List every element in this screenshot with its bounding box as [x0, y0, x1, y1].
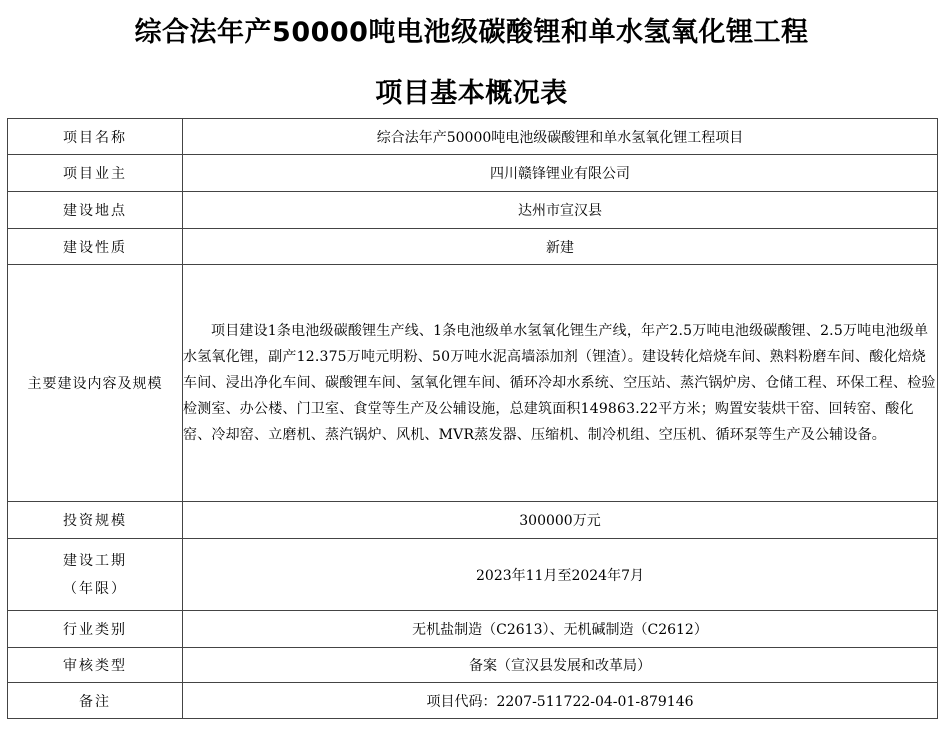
remark-label: 备注 [8, 683, 183, 719]
industry-value: 无机盐制造（C2613）、无机碱制造（C2612） [183, 611, 938, 648]
project-overview-table [7, 118, 938, 719]
row-content [8, 265, 938, 502]
investment-value: 300000万元 [183, 502, 938, 539]
content-label: 主要建设内容及规模 [8, 265, 183, 502]
period-label [8, 539, 183, 611]
row-approval [8, 648, 938, 683]
approval-label: 审核类型 [8, 648, 183, 683]
owner-value: 四川赣锋锂业有限公司 [183, 155, 938, 192]
investment-label: 投资规模 [8, 502, 183, 539]
location-value: 达州市宣汉县 [183, 192, 938, 229]
row-industry [8, 611, 938, 648]
project-name-value: 综合法年产50000吨电池级碳酸锂和单水氢氧化锂工程项目 [183, 119, 938, 155]
remark-value: 项目代码：2207-511722-04-01-879146 [183, 683, 938, 719]
approval-value: 备案（宣汉县发展和改革局） [183, 648, 938, 683]
location-label: 建设地点 [8, 192, 183, 229]
row-investment [8, 502, 938, 539]
industry-label: 行业类别 [8, 611, 183, 648]
row-nature [8, 229, 938, 265]
owner-label: 项目业主 [8, 155, 183, 192]
nature-label: 建设性质 [8, 229, 183, 265]
row-project-name [8, 119, 938, 155]
project-name-label: 项目名称 [8, 119, 183, 155]
period-value: 2023年11月至2024年7月 [183, 539, 938, 611]
content-value: 项目建设1条电池级碳酸锂生产线、1条电池级单水氢氧化锂生产线，年产2.5万吨电池级碳酸锂、2.5万吨电池级单水氢氧化锂，副产12.375万吨元明粉、50万吨水泥高墙添加剂（锂渣）。建设转化焙烧车间、熟料粉磨车间、酸化焙烧车间、浸出净化车间、碳酸锂车间、氢氧化锂车间、循环冷却水系统、空压站、蒸汽锅炉房、仓储工程、环保工程、检验检测室、办公楼、门卫室、食堂等生产及公辅设施，总建筑面积149863.22平方米；购置安装烘干窑、回转窑、酸化窑、冷却窑、立磨机、蒸汽锅炉、风机、MVR蒸发器、压缩机、制冷机组、空压机、循环泵等生产及公辅设备。 [183, 265, 938, 502]
row-location [8, 192, 938, 229]
document-title-line2: 项目基本概况表 [375, 78, 568, 109]
document-title-line1: 综合法年产50000吨电池级碳酸锂和单水氢氧化锂工程 [134, 17, 809, 48]
period-label-line1: 建设工期 [63, 552, 127, 569]
row-owner [8, 155, 938, 192]
row-period [8, 539, 938, 611]
row-remark [8, 683, 938, 719]
nature-value: 新建 [183, 229, 938, 265]
period-label-line2: （年限） [63, 580, 127, 597]
